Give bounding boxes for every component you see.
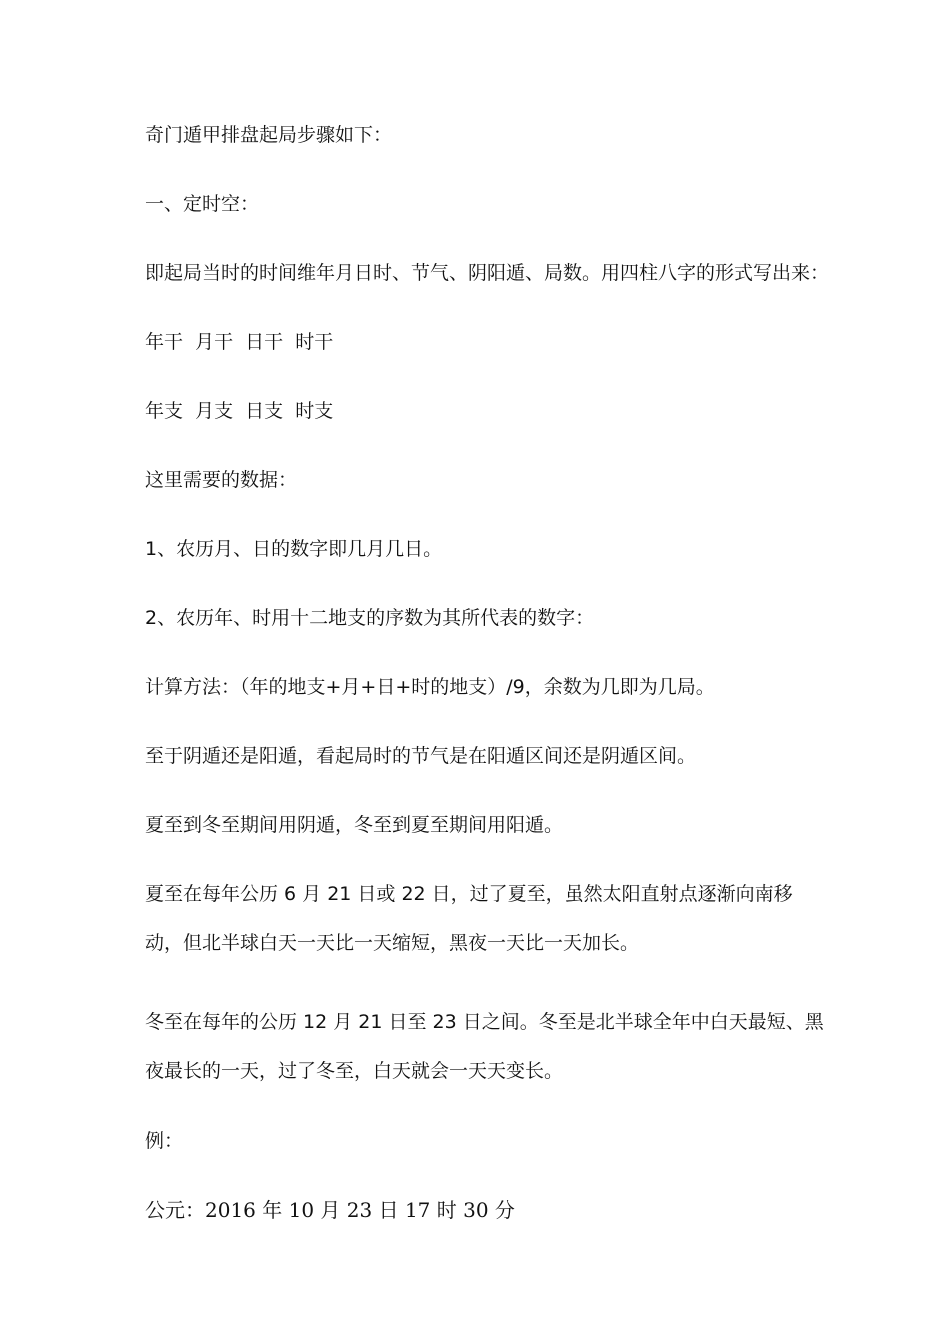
yin-yang-line: 至于阴遁还是阳遁，看起局时的节气是在阳遁区间还是阴遁区间。 <box>145 745 697 767</box>
list-item-2: 2、农历年、时用十二地支的序数为其所代表的数字： <box>145 607 595 629</box>
intro-paragraph: 即起局当时的时间维年月日时、节气、阴阳遁、局数。用四柱八字的形式写出来： <box>145 262 830 284</box>
document-body <box>145 120 830 1225</box>
winter-solstice-paragraph: 冬至在每年的公历 12 月 21 日至 23 日之间。冬至是北半球全年中白天最短、黑夜最长的一天，过了冬至，白天就会一天天变长。 <box>145 1011 824 1082</box>
stems-row: 年干 月干 日干 时干 <box>145 331 334 353</box>
section-heading: 一、定时空： <box>145 193 260 215</box>
document-title: 奇门遁甲排盘起局步骤如下： <box>145 124 393 146</box>
summer-solstice-paragraph: 夏至在每年公历 6 月 21 日或 22 日，过了夏至，虽然太阳直射点逐渐向南移动，但北半球白天一天比一天缩短，黑夜一天比一天加长。 <box>145 883 793 954</box>
period-rule-line: 夏至到冬至期间用阴遁，冬至到夏至期间用阳遁。 <box>145 814 564 836</box>
example-label: 例： <box>145 1130 184 1152</box>
example-date: 公元：2016 年 10 月 23 日 17 时 30 分 <box>145 1198 515 1222</box>
data-needed-line: 这里需要的数据： <box>145 469 298 491</box>
list-item-1: 1、农历月、日的数字即几月几日。 <box>145 538 443 560</box>
calc-method-line: 计算方法：（年的地支+月+日+时的地支）/9，余数为几即为几局。 <box>145 676 715 698</box>
branches-row: 年支 月支 日支 时支 <box>145 400 334 422</box>
